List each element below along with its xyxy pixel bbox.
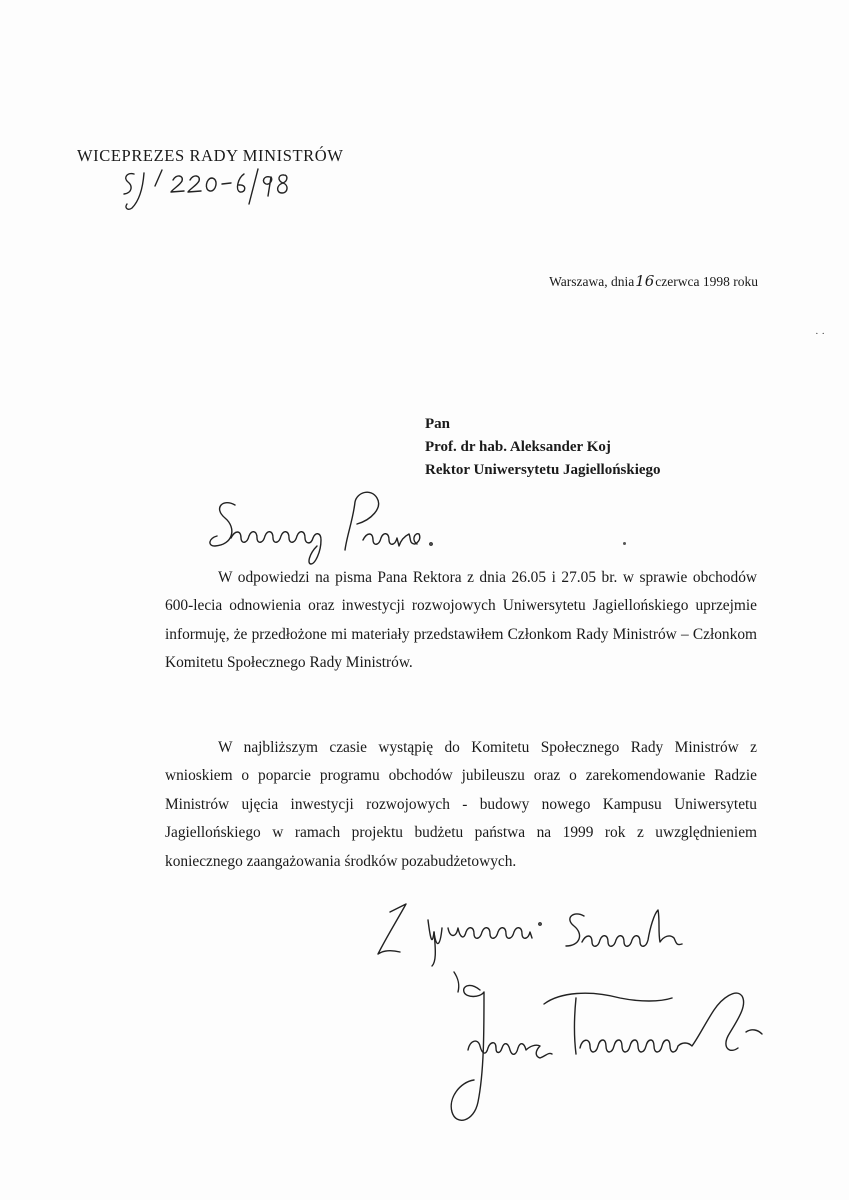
date-day: 16	[635, 272, 655, 290]
recipient-line-3: Rektor Uniwersytetu Jagiellońskiego	[425, 462, 661, 478]
margin-marks: · ·	[815, 328, 826, 340]
letter-date	[480, 272, 758, 290]
date-suffix: czerwca 1998 roku	[655, 274, 758, 289]
ink-dot	[623, 542, 626, 545]
letterhead-title: WICEPREZES RADY MINISTRÓW	[77, 146, 344, 165]
date-prefix: Warszawa, dnia	[549, 274, 635, 289]
handwritten-signature	[440, 962, 770, 1132]
handwritten-reference-number	[118, 166, 298, 214]
recipient-line-1: Pan	[425, 416, 451, 432]
handwritten-closing	[370, 898, 730, 968]
recipient-line-2: Prof. dr hab. Aleksander Koj	[425, 439, 611, 455]
recipient-block	[425, 413, 661, 482]
body-paragraph-1: W odpowiedzi na pisma Pana Rektora z dnia 26.05 i 27.05 br. w sprawie obchodów 600-lecia odnowienia oraz inwestycji rozwojowych Uniwersytetu Jagiellońskiego uprzejmie informuję, że przedłożone mi materiały przedstawiłem Członkom Rady Ministrów – Członkom Komitetu Społecznego Rady Ministrów.	[165, 569, 757, 672]
body-paragraph-2: W najbliższym czasie wystąpię do Komitetu Społecznego Rady Ministrów z wnioskiem o poparcie programu obchodów jubileuszu oraz o zarekomendowanie Radzie Ministrów ujęcia inwestycji rozwojowych - budowy nowego Kampusu Uniwersytetu Jagiellońskiego w ramach projektu budżetu państwa na 1999 rok z uwzględnieniem koniecznego zaangażowania środków pozabudżetowych.	[165, 739, 757, 870]
